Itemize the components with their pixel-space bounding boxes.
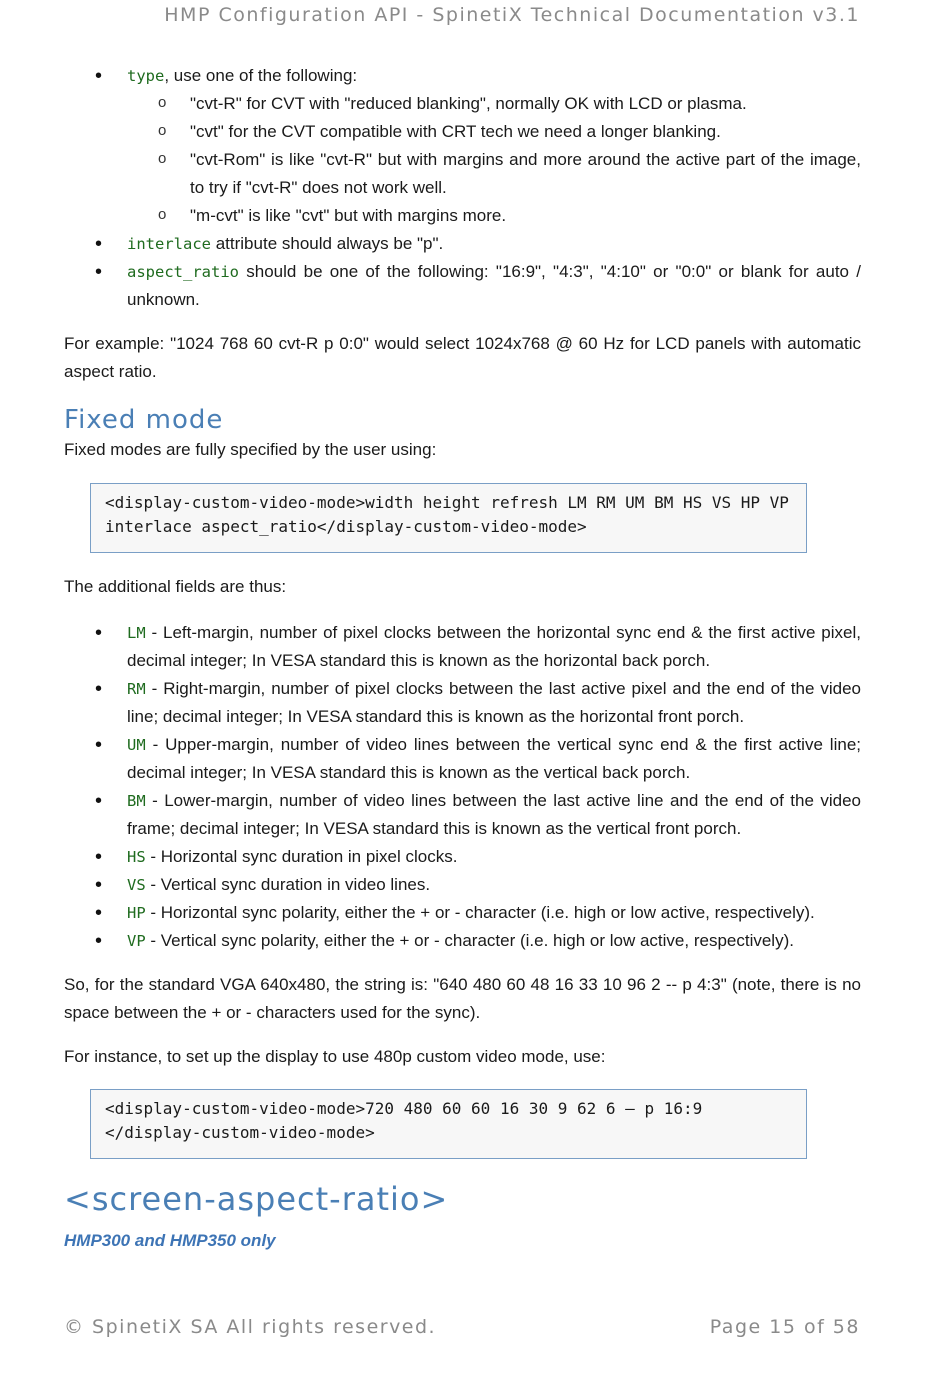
list-item	[64, 258, 861, 314]
document-body	[64, 62, 861, 1255]
field-desc: - Upper-margin, number of video lines between the vertical sync end & the first active line; decimal integer; In VESA standard this is known as the vertical back porch.	[127, 735, 861, 782]
sub-list-item: o "m-cvt" is like "cvt" but with margins more.	[64, 202, 861, 230]
field-desc: - Horizontal sync duration in pixel clocks.	[145, 847, 458, 866]
example-paragraph: For example: "1024 768 60 cvt-R p 0:0" would select 1024x768 @ 60 Hz for LCD panels with automatic aspect ratio.	[64, 334, 861, 381]
footer-copyright: © SpinetiX SA All rights reserved.	[64, 1316, 437, 1338]
code-block-480p: <display-custom-video-mode>720 480 60 60 16 30 9 62 6 – p 16:9 </display-custom-video-mode>	[90, 1089, 807, 1159]
page-header: HMP Configuration API - SpinetiX Technical Documentation v3.1	[164, 4, 860, 26]
field-item-hp	[64, 899, 861, 927]
field-desc: - Right-margin, number of pixel clocks between the last active pixel and the end of the video line; decimal integer; In VESA standard this is known as the horizontal front porch.	[127, 679, 861, 726]
term-lm: LM	[127, 624, 146, 642]
sub-list-item: o "cvt-Rom" is like "cvt-R" but with margins and more around the active part of the image, to try if "cvt-R" does not work well.	[64, 146, 861, 202]
term-rm: RM	[127, 680, 146, 698]
field-desc: - Left-margin, number of pixel clocks between the horizontal sync end & the first active pixel, decimal integer; In VESA standard this is known as the horizontal back porch.	[127, 623, 861, 670]
list-item	[64, 62, 861, 230]
list-item-text: should be one of the following: "16:9", "4:3", "4:10" or "0:0" or blank for auto / unknown.	[127, 262, 861, 309]
term-type: type	[127, 67, 165, 85]
fixed-mode-intro: Fixed modes are fully specified by the user using:	[64, 440, 437, 459]
sub-list-item: o "cvt-R" for CVT with "reduced blanking", normally OK with LCD or plasma.	[64, 90, 861, 118]
list-item-text: , use one of the following:	[164, 66, 358, 85]
footer-page-number: Page 15 of 58	[709, 1316, 860, 1338]
term-bm: BM	[127, 792, 146, 810]
fixed-mode-heading: Fixed mode	[64, 405, 224, 435]
field-item-um	[64, 731, 861, 787]
term-um: UM	[127, 736, 146, 754]
term-interlace: interlace	[127, 235, 211, 253]
type-options-list	[127, 90, 861, 230]
code-block-fixed-mode: <display-custom-video-mode>width height refresh LM RM UM BM HS VS HP VP interlace aspect_ratio</display-custom-video-mode>	[90, 483, 807, 553]
field-item-hs	[64, 843, 861, 871]
screen-aspect-ratio-heading: <screen-aspect-ratio>	[64, 1180, 449, 1218]
intro-list	[64, 62, 861, 314]
field-item-vs	[64, 871, 861, 899]
field-item-lm	[64, 619, 861, 675]
term-aspect-ratio: aspect_ratio	[127, 263, 239, 281]
term-hp: HP	[127, 904, 146, 922]
term-hs: HS	[127, 848, 146, 866]
field-item-bm	[64, 787, 861, 843]
field-item-rm	[64, 675, 861, 731]
fields-list	[64, 619, 861, 955]
term-vs: VS	[127, 876, 146, 894]
field-item-vp	[64, 927, 861, 955]
list-item-text: attribute should always be "p".	[211, 234, 444, 253]
list-item	[64, 230, 861, 258]
model-note: HMP300 and HMP350 only	[64, 1231, 276, 1250]
vga-paragraph: So, for the standard VGA 640x480, the string is: "640 480 60 48 16 33 10 96 2 -- p 4:3" (note, there is no space between the + or - characters used for the sync).	[64, 975, 861, 1022]
instance-paragraph: For instance, to set up the display to use 480p custom video mode, use:	[64, 1047, 606, 1066]
field-desc: - Lower-margin, number of video lines between the last active line and the end of the video frame; decimal integer; In VESA standard this is known as the vertical front porch.	[127, 791, 861, 838]
field-desc: - Horizontal sync polarity, either the + or - character (i.e. high or low active, respectively).	[145, 903, 815, 922]
field-desc: - Vertical sync duration in video lines.	[145, 875, 431, 894]
field-desc: - Vertical sync polarity, either the + or - character (i.e. high or low active, respectively).	[145, 931, 794, 950]
term-vp: VP	[127, 932, 146, 950]
sub-list-item: o "cvt" for the CVT compatible with CRT tech we need a longer blanking.	[64, 118, 861, 146]
fields-intro: The additional fields are thus:	[64, 577, 287, 596]
